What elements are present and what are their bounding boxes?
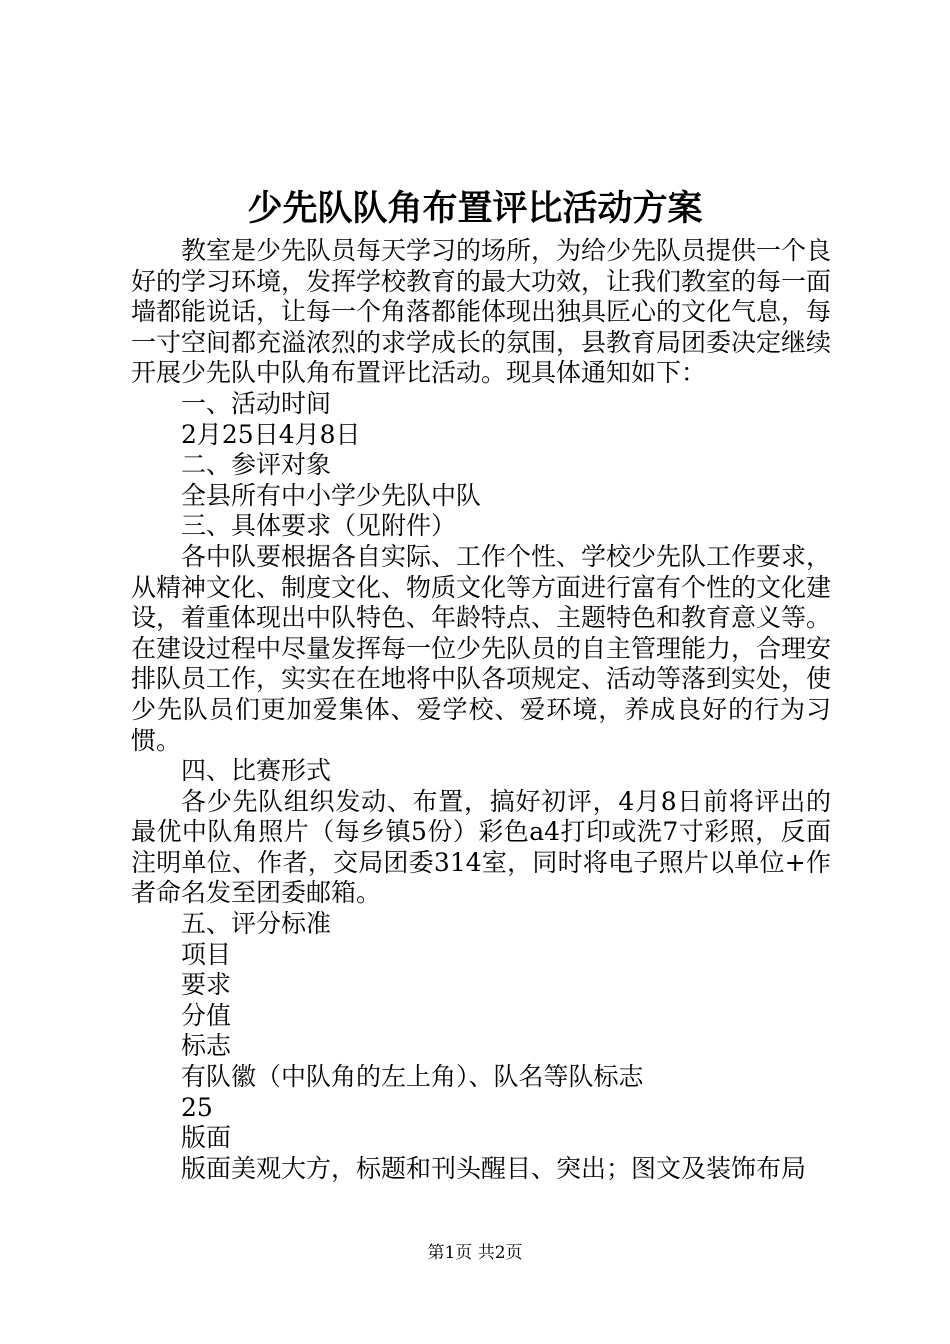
section-heading-format: 四、比赛形式	[181, 756, 332, 786]
document-body	[131, 236, 831, 1184]
document-title: 少先队队角布置评比活动方案	[247, 188, 703, 229]
section-heading-scoring: 五、评分标准	[181, 909, 332, 939]
section-heading-time: 一、活动时间	[181, 388, 332, 418]
intro-paragraph: 教室是少先队员每天学习的场所，为给少先队员提供一个良好的学习环境，发挥学校教育的最大功效，让我们教室的每一面墙都能说话，让每一个角落都能体现出独具匠心的文化气息，每一寸空间都充溢浓烈的求学成长的氛围，县教育局团委决定继续开展少先队中队角布置评比活动。现具体通知如下：	[131, 236, 832, 388]
table-row2-requirement: 版面美观大方，标题和刊头醒目、突出；图文及装饰布局	[181, 1153, 807, 1183]
requirements-paragraph: 各中队要根据各自实际、工作个性、学校少先队工作要求，从精神文化、制度文化、物质文化等方面进行富有个性的文化建设，着重体现出中队特色、年龄特点、主题特色和教育意义等。在建设过程中尽量发挥每一位少先队员的自主管理能力，合理安排队员工作，实实在在地将中队各项规定、活动等落到实处，使少先队员们更加爱集体、爱学校、爱环境，养成良好的行为习惯。	[131, 541, 832, 755]
table-row1-score: 25	[181, 1092, 213, 1122]
table-header-requirement: 要求	[181, 970, 232, 1000]
table-row1-requirement: 有队徽（中队角的左上角）、队名等队标志	[181, 1062, 644, 1092]
format-paragraph: 各少先队组织发动、布置，搞好初评，4月8日前将评出的最优中队角照片（每乡镇5份）彩色a4打印或洗7寸彩照，反面注明单位、作者，交局团委314室，同时将电子照片以单位+作者命名发至团委邮箱。	[131, 786, 831, 908]
table-header-score: 分值	[181, 1000, 232, 1030]
page-footer: 第1页 共2页	[427, 1243, 523, 1263]
section-heading-requirements: 三、具体要求（见附件）	[181, 511, 457, 541]
table-header-item: 项目	[181, 939, 232, 969]
table-row1-item: 标志	[181, 1031, 232, 1061]
table-row2-item: 版面	[181, 1123, 232, 1153]
activity-time-text: 2月25日4月8日	[181, 419, 361, 449]
section-heading-participants: 二、参评对象	[181, 450, 332, 480]
participants-text: 全县所有中小学少先队中队	[181, 480, 482, 510]
